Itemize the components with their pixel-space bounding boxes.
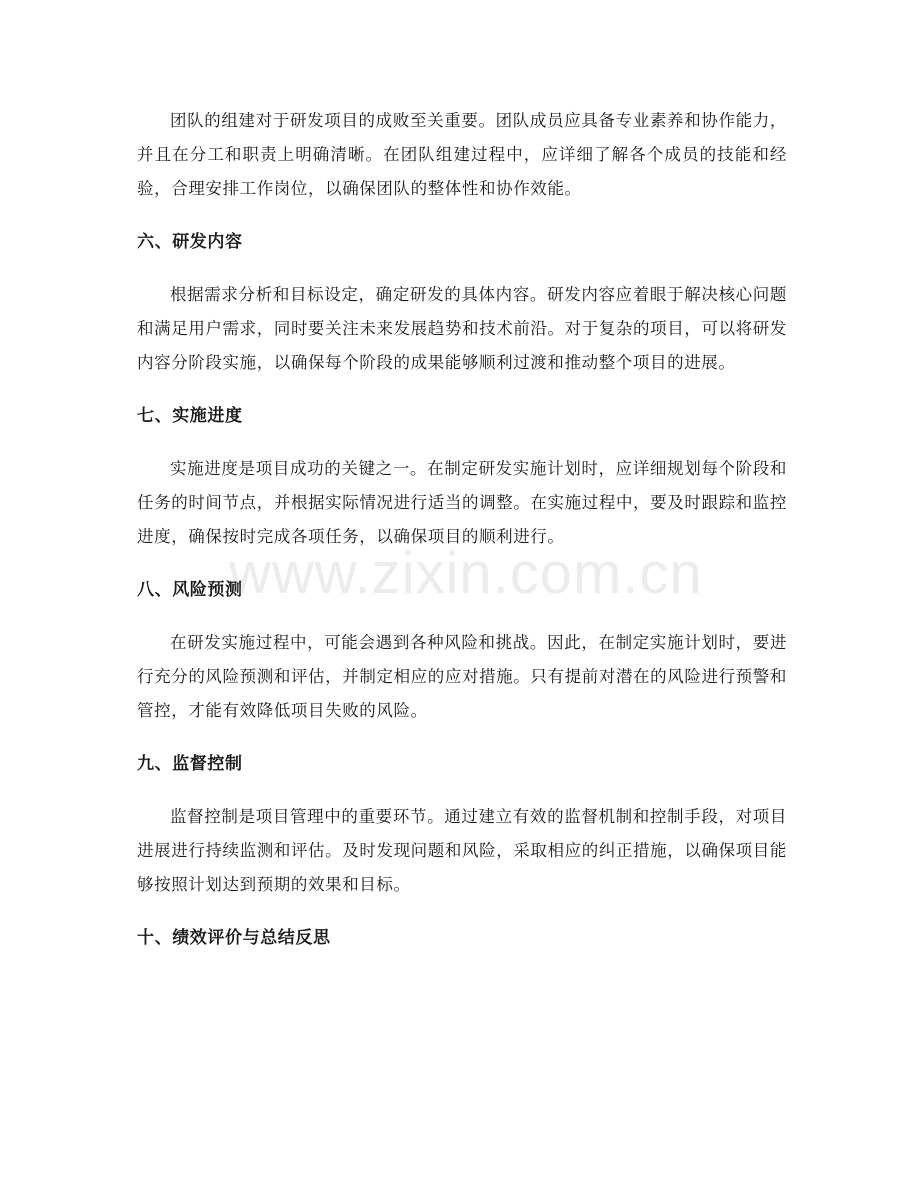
heading-implementation-schedule: 七、实施进度 bbox=[137, 406, 243, 426]
document-body bbox=[137, 104, 787, 955]
paragraph-implementation-schedule: 实施进度是项目成功的关键之一。在制定研发实施计划时，应详细规划每个阶段和任务的时间节点，并根据实际情况进行适当的调整。在实施过程中，要及时跟踪和监控进度，确保按时完成各项任务，以确保项目的顺利进行。 bbox=[137, 459, 787, 546]
heading-performance-evaluation: 十、绩效评价与总结反思 bbox=[137, 928, 331, 948]
paragraph-supervision-control: 监督控制是项目管理中的重要环节。通过建立有效的监督机制和控制手段，对项目进展进行持续监测和评估。及时发现问题和风险，采取相应的纠正措施，以确保项目能够按照计划达到预期的效果和目标。 bbox=[137, 807, 787, 894]
heading-risk-prediction: 八、风险预测 bbox=[137, 580, 243, 600]
paragraph-rd-content: 根据需求分析和目标设定，确定研发的具体内容。研发内容应着眼于解决核心问题和满足用户需求，同时要关注未来发展趋势和技术前沿。对于复杂的项目，可以将研发内容分阶段实施，以确保每个阶段的成果能够顺利过渡和推动整个项目的进展。 bbox=[137, 285, 787, 372]
heading-supervision-control: 九、监督控制 bbox=[137, 754, 243, 774]
watermark: www.zixin.com.cn bbox=[229, 541, 703, 606]
paragraph-risk-prediction: 在研发实施过程中，可能会遇到各种风险和挑战。因此，在制定实施计划时，要进行充分的风险预测和评估，并制定相应的应对措施。只有提前对潜在的风险进行预警和管控，才能有效降低项目失败的风险。 bbox=[137, 633, 787, 720]
heading-rd-content: 六、研发内容 bbox=[137, 232, 243, 252]
paragraph-team-building: 团队的组建对于研发项目的成败至关重要。团队成员应具备专业素养和协作能力，并且在分工和职责上明确清晰。在团队组建过程中，应详细了解各个成员的技能和经验，合理安排工作岗位，以确保团队的整体性和协作效能。 bbox=[137, 111, 787, 198]
